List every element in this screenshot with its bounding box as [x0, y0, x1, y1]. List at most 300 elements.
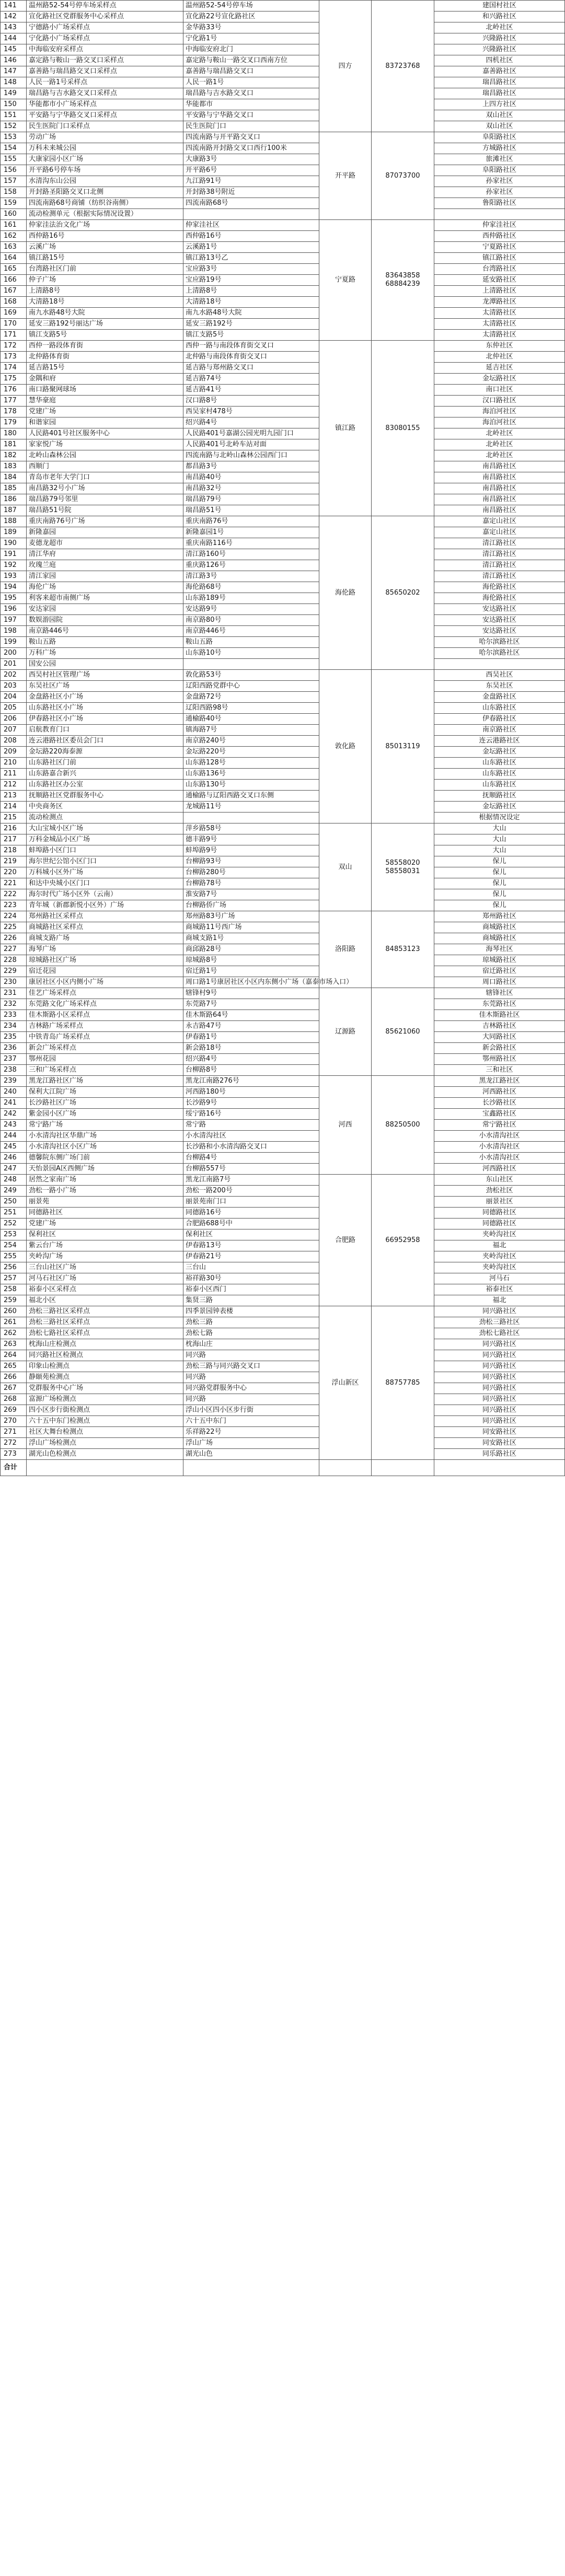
table-row — [1, 1328, 565, 1339]
table-row — [1, 417, 565, 428]
site-name: 瑞昌路79号邻里 — [27, 494, 183, 505]
site-address: 湖光山色 — [183, 1449, 319, 1460]
row-number: 255 — [1, 1251, 27, 1262]
row-number: 266 — [1, 1372, 27, 1383]
site-address: 劲松一路200号 — [183, 1186, 319, 1197]
total-cell-empty — [319, 1460, 372, 1476]
community-name: 安达路社区 — [434, 604, 565, 615]
contact-phone: 85650202 — [372, 516, 434, 670]
community-name: 同兴路社区 — [434, 1350, 565, 1361]
site-name: 慧华豪庭 — [27, 396, 183, 407]
row-number: 236 — [1, 1043, 27, 1054]
site-address: 丽景苑南门口 — [183, 1197, 319, 1208]
site-address: 重庆南路116号 — [183, 538, 319, 549]
row-number: 218 — [1, 845, 27, 856]
table-row — [1, 407, 565, 417]
table-row — [1, 944, 565, 955]
table-row — [1, 648, 565, 659]
site-name: 南昌路32号小广场 — [27, 483, 183, 494]
table-row — [1, 1383, 565, 1394]
row-number: 209 — [1, 747, 27, 758]
contact-phone: 83080155 — [372, 341, 434, 516]
table-row — [1, 823, 565, 834]
site-address: 宁化路1号 — [183, 33, 319, 44]
table-row — [1, 1427, 565, 1438]
street-name: 浮山新区 — [319, 1306, 372, 1460]
site-address: 台柳路557号 — [183, 1164, 319, 1175]
table-row — [1, 1438, 565, 1449]
table-row — [1, 780, 565, 791]
row-number: 249 — [1, 1186, 27, 1197]
row-number: 175 — [1, 374, 27, 385]
row-number: 178 — [1, 407, 27, 417]
row-number: 204 — [1, 692, 27, 703]
community-name: 南昌路社区 — [434, 461, 565, 472]
site-address: 仲家洼社区 — [183, 220, 319, 231]
table-row — [1, 330, 565, 341]
community-name: 山东路社区 — [434, 758, 565, 769]
row-number: 256 — [1, 1262, 27, 1273]
table-row — [1, 242, 565, 253]
site-name: 水清沟东山公园 — [27, 176, 183, 187]
table-row — [1, 1164, 565, 1175]
site-address: 六十五中东门 — [183, 1416, 319, 1427]
site-address: 绍兴路4号 — [183, 1054, 319, 1065]
community-name — [434, 209, 565, 220]
community-name: 同乐路社区 — [434, 1449, 565, 1460]
community-name: 夹岭沟社区 — [434, 1229, 565, 1240]
table-row — [1, 77, 565, 88]
site-name: 人民路401号社区服务中心 — [27, 428, 183, 439]
site-address: 延安三路192号 — [183, 319, 319, 330]
site-name: 万科金城品小区广场 — [27, 834, 183, 845]
site-name: 小水清沟社区华鼎广场 — [27, 1131, 183, 1142]
table-row — [1, 560, 565, 571]
community-name: 龙潭路社区 — [434, 297, 565, 308]
site-name: 福北小区 — [27, 1295, 183, 1306]
row-number: 250 — [1, 1197, 27, 1208]
site-name: 三和广场采样点 — [27, 1065, 183, 1076]
community-name: 北岭社区 — [434, 450, 565, 461]
site-name: 劳动广场 — [27, 132, 183, 143]
site-name: 万科广场 — [27, 648, 183, 659]
row-number: 212 — [1, 780, 27, 791]
table-row — [1, 637, 565, 648]
site-name: 北岭山森林公园 — [27, 450, 183, 461]
community-name: 西吴社区 — [434, 670, 565, 681]
community-name: 大山 — [434, 834, 565, 845]
site-name: 印象山检测点 — [27, 1361, 183, 1372]
site-name: 劲松一路小广场 — [27, 1186, 183, 1197]
site-address: 辽阳西路党群中心 — [183, 681, 319, 692]
row-number: 243 — [1, 1120, 27, 1131]
community-name: 西仲路社区 — [434, 231, 565, 242]
site-name: 党建广场 — [27, 407, 183, 417]
community-name: 河西路社区 — [434, 1164, 565, 1175]
community-name: 汉口路社区 — [434, 396, 565, 407]
table-row — [1, 220, 565, 231]
site-address: 人民路401号北岭车站对面 — [183, 439, 319, 450]
row-number: 170 — [1, 319, 27, 330]
row-number: 259 — [1, 1295, 27, 1306]
site-address: 镇江支路5号 — [183, 330, 319, 341]
table-row — [1, 1142, 565, 1153]
community-name: 海伦路社区 — [434, 582, 565, 593]
community-name: 同安路社区 — [434, 1427, 565, 1438]
community-name: 建国村社区 — [434, 1, 565, 11]
table-row — [1, 176, 565, 187]
community-name: 南昌路社区 — [434, 483, 565, 494]
row-number: 193 — [1, 571, 27, 582]
site-name: 劲松七路社区采样点 — [27, 1328, 183, 1339]
table-row — [1, 1054, 565, 1065]
site-address: 河西路180号 — [183, 1087, 319, 1098]
site-name: 金盘路社区小广场 — [27, 692, 183, 703]
table-row — [1, 165, 565, 176]
community-name: 北岭社区 — [434, 428, 565, 439]
site-address: 集贤三路 — [183, 1295, 319, 1306]
row-number: 143 — [1, 22, 27, 33]
row-number: 191 — [1, 549, 27, 560]
site-address: 北仲路与南段体育街交叉口 — [183, 352, 319, 363]
row-number: 237 — [1, 1054, 27, 1065]
site-name: 鄂州花园 — [27, 1054, 183, 1065]
site-name: 万科未来城公园 — [27, 143, 183, 154]
site-address: 台柳路侨广场 — [183, 900, 319, 911]
site-address: 萍乡路58号 — [183, 823, 319, 834]
contact-phone: 88250500 — [372, 1076, 434, 1175]
table-row — [1, 1240, 565, 1251]
community-name: 商城路社区 — [434, 933, 565, 944]
community-name: 宿迁路社区 — [434, 966, 565, 977]
community-name: 长沙路社区 — [434, 1098, 565, 1109]
site-address: 通榆路40号 — [183, 714, 319, 725]
row-number: 159 — [1, 198, 27, 209]
site-name: 小水清沟社区小区广场 — [27, 1142, 183, 1153]
site-name: 玫瑰兰庭 — [27, 560, 183, 571]
community-name: 河西路社区 — [434, 1087, 565, 1098]
row-number: 269 — [1, 1405, 27, 1416]
row-number: 195 — [1, 593, 27, 604]
site-address: 云溪路1号 — [183, 242, 319, 253]
site-name: 东吴社区广场 — [27, 681, 183, 692]
community-name: 海琴社区 — [434, 944, 565, 955]
table-row — [1, 747, 565, 758]
site-address: 裕祥路30号 — [183, 1273, 319, 1284]
site-name: 湖光山色检测点 — [27, 1449, 183, 1460]
table-body — [1, 1, 565, 1476]
row-number: 203 — [1, 681, 27, 692]
site-address: 平安路与宁华路交叉口 — [183, 110, 319, 121]
site-address: 台柳路4号 — [183, 1153, 319, 1164]
community-name: 太清路社区 — [434, 330, 565, 341]
table-row — [1, 264, 565, 275]
community-name: 黑龙江路社区 — [434, 1076, 565, 1087]
community-name: 孙家社区 — [434, 187, 565, 198]
row-number: 181 — [1, 439, 27, 450]
table-row — [1, 1449, 565, 1460]
site-address: 鞍山五路 — [183, 637, 319, 648]
community-name: 金坛路社区 — [434, 747, 565, 758]
community-name: 三和社区 — [434, 1065, 565, 1076]
community-name: 抚顺路社区 — [434, 791, 565, 802]
row-number: 142 — [1, 11, 27, 22]
community-name: 孙家社区 — [434, 176, 565, 187]
table-row — [1, 999, 565, 1010]
site-name: 清江华府 — [27, 549, 183, 560]
community-name: 同兴路社区 — [434, 1372, 565, 1383]
row-number: 242 — [1, 1109, 27, 1120]
contact-phone: 87073700 — [372, 132, 434, 220]
row-number: 253 — [1, 1229, 27, 1240]
community-name: 方城路社区 — [434, 143, 565, 154]
site-name: 南口路聚网球场 — [27, 385, 183, 396]
site-address: 海伦路68号 — [183, 582, 319, 593]
site-address: 民生医院门口 — [183, 121, 319, 132]
table-row — [1, 143, 565, 154]
site-name: 和谐家园 — [27, 417, 183, 428]
site-name: 长沙路社区广场 — [27, 1098, 183, 1109]
row-number: 235 — [1, 1032, 27, 1043]
table-row — [1, 1, 565, 11]
site-name: 麦德龙超市 — [27, 538, 183, 549]
site-address: 清江路3号 — [183, 571, 319, 582]
row-number: 272 — [1, 1438, 27, 1449]
row-number: 270 — [1, 1416, 27, 1427]
site-address: 南昌路32号 — [183, 483, 319, 494]
site-name: 六十五中东门检测点 — [27, 1416, 183, 1427]
site-address: 劲松七路 — [183, 1328, 319, 1339]
table-row — [1, 1153, 565, 1164]
site-address: 西吴家村478号 — [183, 407, 319, 417]
row-number: 156 — [1, 165, 27, 176]
community-name: 北仲社区 — [434, 352, 565, 363]
site-address: 商城支路1号 — [183, 933, 319, 944]
site-address: 劲松三路与同兴路交叉口 — [183, 1361, 319, 1372]
table-row — [1, 758, 565, 769]
site-address: 镇江路13号乙 — [183, 253, 319, 264]
community-name: 福北 — [434, 1295, 565, 1306]
contact-phone: 85621060 — [372, 988, 434, 1076]
street-name: 洛阳路 — [319, 911, 372, 988]
community-name: 商城路社区 — [434, 922, 565, 933]
site-address: 伊春路21号 — [183, 1251, 319, 1262]
community-name: 兴隆路社区 — [434, 44, 565, 55]
site-name: 浮山广场检测点 — [27, 1438, 183, 1449]
table-row — [1, 297, 565, 308]
community-name: 阜阳路社区 — [434, 132, 565, 143]
site-name: 国安公园 — [27, 659, 183, 670]
community-name: 东山社区 — [434, 1175, 565, 1186]
community-name: 兴隆路社区 — [434, 33, 565, 44]
site-name: 商城支路广场 — [27, 933, 183, 944]
community-name: 嘉定山社区 — [434, 527, 565, 538]
site-name: 三台山社区广场 — [27, 1262, 183, 1273]
table-row — [1, 955, 565, 966]
community-name: 南昌路社区 — [434, 472, 565, 483]
table-row — [1, 110, 565, 121]
site-address: 宿迁路1号 — [183, 966, 319, 977]
row-number: 155 — [1, 154, 27, 165]
row-number: 202 — [1, 670, 27, 681]
site-name: 嘉善路与瑞昌路交叉口采样点 — [27, 66, 183, 77]
table-row — [1, 1416, 565, 1427]
community-name: 四机社区 — [434, 55, 565, 66]
site-address: 裕泰小区西门 — [183, 1284, 319, 1295]
site-name: 开封路圣阳路交叉口北侧 — [27, 187, 183, 198]
table-row — [1, 1405, 565, 1416]
row-number: 246 — [1, 1153, 27, 1164]
row-number: 208 — [1, 736, 27, 747]
community-name: 清江路社区 — [434, 560, 565, 571]
row-number: 206 — [1, 714, 27, 725]
community-name: 上清路社区 — [434, 286, 565, 297]
table-row — [1, 1065, 565, 1076]
table-row — [1, 527, 565, 538]
site-name: 富源广场检测点 — [27, 1394, 183, 1405]
site-address: 四流南路68号 — [183, 198, 319, 209]
site-name: 吉林路广场采样点 — [27, 1021, 183, 1032]
contact-phone: 88757785 — [372, 1306, 434, 1460]
site-name: 宁德路小广场采样点 — [27, 22, 183, 33]
site-address — [183, 813, 319, 823]
site-name: 佳艺广场采样点 — [27, 988, 183, 999]
row-number: 233 — [1, 1010, 27, 1021]
site-address: 台柳路78号 — [183, 878, 319, 889]
table-row — [1, 198, 565, 209]
site-address: 宝应路19号 — [183, 275, 319, 286]
site-address: 大清路18号 — [183, 297, 319, 308]
site-address: 山东路10号 — [183, 648, 319, 659]
community-name: 瑞昌路社区 — [434, 88, 565, 99]
community-name: 保儿 — [434, 867, 565, 878]
street-name: 四方 — [319, 1, 372, 132]
site-name: 延吉路15号 — [27, 363, 183, 374]
site-address: 西仲路16号 — [183, 231, 319, 242]
row-number: 240 — [1, 1087, 27, 1098]
table-row — [1, 55, 565, 66]
community-name: 山东路社区 — [434, 780, 565, 791]
row-number: 158 — [1, 187, 27, 198]
table-row — [1, 1010, 565, 1021]
row-number: 210 — [1, 758, 27, 769]
row-number: 165 — [1, 264, 27, 275]
community-name: 东莞路社区 — [434, 999, 565, 1010]
community-name: 瑞昌路社区 — [434, 77, 565, 88]
row-number: 229 — [1, 966, 27, 977]
site-name: 四小区步行街检测点 — [27, 1405, 183, 1416]
site-name: 海尔世纪公馆小区门口 — [27, 856, 183, 867]
table-row — [1, 1339, 565, 1350]
community-name: 同安路社区 — [434, 1438, 565, 1449]
site-name: 枕海山庄检测点 — [27, 1339, 183, 1350]
table-row — [1, 1043, 565, 1054]
table-row — [1, 1262, 565, 1273]
table-row — [1, 385, 565, 396]
row-number: 145 — [1, 44, 27, 55]
community-name — [434, 659, 565, 670]
site-address: 瑞昌路79号 — [183, 494, 319, 505]
table-row — [1, 1306, 565, 1317]
row-number: 173 — [1, 352, 27, 363]
total-cell-empty — [27, 1460, 183, 1476]
site-name: 家家悦广场 — [27, 439, 183, 450]
table-row — [1, 1186, 565, 1197]
community-name: 福北 — [434, 1240, 565, 1251]
site-address: 中海临安府北门 — [183, 44, 319, 55]
community-name: 台湾路社区 — [434, 264, 565, 275]
row-number: 230 — [1, 977, 27, 988]
site-address — [183, 209, 319, 220]
site-address: 同兴路 — [183, 1394, 319, 1405]
community-name: 嘉定山社区 — [434, 516, 565, 527]
row-number: 144 — [1, 33, 27, 44]
site-address: 黑龙江南路7号 — [183, 1175, 319, 1186]
site-name: 瑞昌路51号院 — [27, 505, 183, 516]
community-name: 小水清沟社区 — [434, 1142, 565, 1153]
site-address: 长沙路9号 — [183, 1098, 319, 1109]
community-name: 同兴路社区 — [434, 1339, 565, 1350]
site-name: 康居社区小区内侧小广场 — [27, 977, 183, 988]
site-name: 台湾路社区门前 — [27, 264, 183, 275]
row-number: 231 — [1, 988, 27, 999]
table-row — [1, 714, 565, 725]
community-name: 哈尔滨路社区 — [434, 648, 565, 659]
community-name: 辖锋社区 — [434, 988, 565, 999]
site-name: 瑞昌路与吉水路交叉口采样点 — [27, 88, 183, 99]
site-address: 安达路9号 — [183, 604, 319, 615]
community-name: 东吴社区 — [434, 681, 565, 692]
table-row — [1, 856, 565, 867]
row-number: 154 — [1, 143, 27, 154]
community-name: 金盘路社区 — [434, 692, 565, 703]
site-name: 抚顺路社区党群服务中心 — [27, 791, 183, 802]
site-name: 大康家园小区广场 — [27, 154, 183, 165]
row-number: 227 — [1, 944, 27, 955]
row-number: 261 — [1, 1317, 27, 1328]
site-name: 海尔时代广场小区外（云南） — [27, 889, 183, 900]
site-name: 嘉定路与鞍山一路交叉口采样点 — [27, 55, 183, 66]
site-name: 新隆嘉园 — [27, 527, 183, 538]
site-address: 开平路6号 — [183, 165, 319, 176]
community-name: 新会路社区 — [434, 1043, 565, 1054]
row-number: 273 — [1, 1449, 27, 1460]
row-number: 268 — [1, 1394, 27, 1405]
site-name: 中央商务区 — [27, 802, 183, 813]
site-address: 南京路240号 — [183, 736, 319, 747]
community-name: 夹岭沟社区 — [434, 1262, 565, 1273]
table-row — [1, 187, 565, 198]
table-row — [1, 22, 565, 33]
community-name: 太清路社区 — [434, 308, 565, 319]
table-row — [1, 889, 565, 900]
row-number: 184 — [1, 472, 27, 483]
community-name: 南昌路社区 — [434, 505, 565, 516]
row-number: 194 — [1, 582, 27, 593]
community-name: 嘉善路社区 — [434, 66, 565, 77]
site-address: 南昌路40号 — [183, 472, 319, 483]
table-row — [1, 1361, 565, 1372]
community-name: 双山社区 — [434, 121, 565, 132]
table-row — [1, 538, 565, 549]
site-address: 浮山小区四小区步行街 — [183, 1405, 319, 1416]
site-address: 绍兴路4号 — [183, 417, 319, 428]
site-address: 四流南路与开平路交叉口 — [183, 132, 319, 143]
site-name: 德馨院东侧广场门前 — [27, 1153, 183, 1164]
site-address: 重庆路126号 — [183, 560, 319, 571]
table-row — [1, 988, 565, 999]
site-name: 常宁路广场 — [27, 1120, 183, 1131]
